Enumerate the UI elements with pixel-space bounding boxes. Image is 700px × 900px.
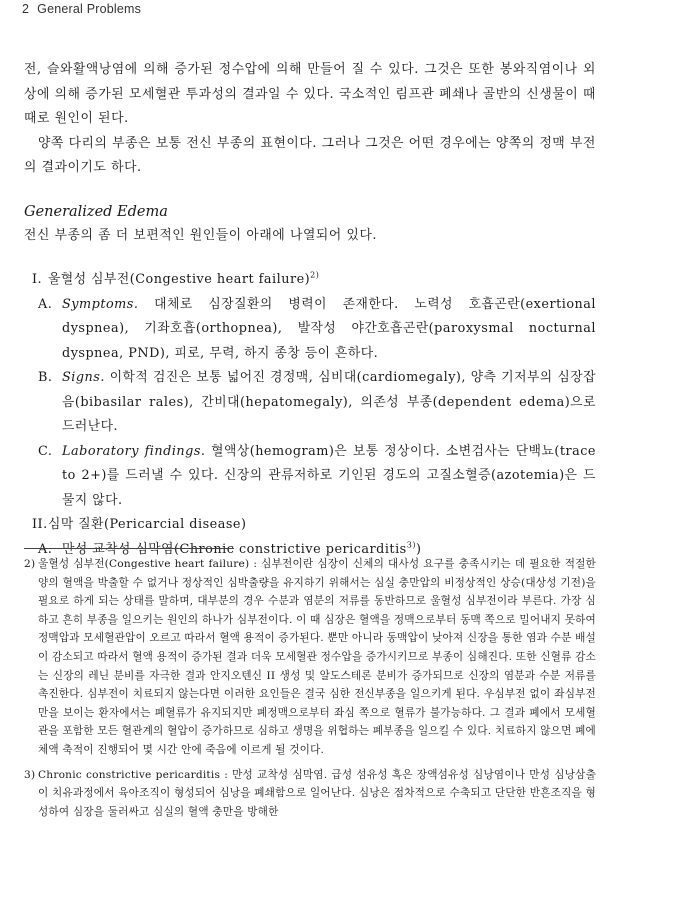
outline-label: Signs. (62, 370, 105, 385)
outline-number: I. (32, 272, 43, 287)
footnote-text: Chronic constrictive pericarditis : 만성 교착성 심막염. 급성 섬유성 혹은 장액섬유성 심낭염이나 만성 심낭삼출이 치유과정에서 육아조직이 형성되어 심낭을 폐쇄함으로 일어난다. 심낭은 점차적으로 수축되고 단단한 반흔조직을 형성하여 심장을 둘러싸고 심실의 혈액 충만을 방해한 (38, 768, 596, 818)
paragraph: 양쪽 다리의 부종은 보통 전신 부종의 표현이다. 그러나 그것은 어떤 경우에는 양쪽의 정맥 부전의 결과이기도 하다. (24, 135, 596, 175)
outline-text: 울혈성 심부전(Congestive heart failure) (48, 272, 311, 287)
outline-item-I (24, 268, 596, 293)
outline-text: 이학적 검진은 보통 넓어진 경정맥, 심비대(cardiomegaly), 양측 기저부의 심장잡음(bibasilar rales), 간비대(hepatomegaly), 의존성 부종(dependent edema)으로 드러난다. (62, 370, 596, 434)
section-intro: 전신 부종의 좀 더 보편적인 원인들이 아래에 나열되어 있다. (24, 227, 378, 243)
footnote-divider (24, 548, 234, 549)
outline-letter: A. (38, 296, 53, 312)
outline-letter: B. (38, 370, 53, 385)
footnote-ref: 3) (406, 540, 416, 550)
outline-item-II (24, 513, 596, 538)
footnote-text: 울혈성 심부전(Congestive heart failure) : 심부전이란 심장이 신체의 대사성 요구를 충족시키는 데 필요한 적절한 양의 혈액을 박출할 수 없거나 정상적인 심박출량을 유지하기 위해서는 심실 충만압의 비정상적인 상승(대상성 기전)을 필요로 하게 되는 상태를 말하며, 대부분의 경우 수분과 염분의 저류를 동반하므로 울혈성 심부전이라 부른다. 가장 심하고 흔히 부종을 일으키는 원인의 하나가 심부전이다. 이 때 심장은 혈액을 정맥으로부터 동맥 쪽으로 밀어내지 못하여 정맥압과 모세혈관압이 오르고 따라서 혈액 용적이 증가된다. 뿐만 아니라 동맥압이 낮아져 신장을 통한 염과 수분 배설이 감소되고 따라서 혈액 용적이 증가된 결과 더욱 모세혈관 정수압을 증가시키므로 부종이 심해진다. 또한 신혈류 감소는 신장의 레닌 분비를 자극한 결과 안지오텐신 II 생성 및 알도스테론 분비가 증가되므로 신장의 염분과 수분 저류를 촉진한다. 심부전이 치료되지 않는다면 이러한 요인들은 결국 심한 전신부종을 일으키게 된다. 우심부전 없이 좌심부전만을 보이는 환자에서는 폐혈류가 유지되지만 폐정맥으로부터 좌심 쪽으로 혈류가 불가능하다. 그 결과 폐에서 모세혈관을 포함한 모든 혈관계의 혈압이 증가하므로 심하고 생명을 위협하는 폐부종을 일으킬 수 있다. 치료하지 않으면 폐에 체액 축적이 진행되어 몇 시간 안에 죽음에 이르게 될 것이다. (38, 558, 596, 756)
footnote-3 (24, 766, 596, 822)
running-title: General Problems (37, 2, 142, 16)
outline-item-I-B (24, 366, 596, 440)
running-head (22, 2, 141, 16)
outline-close: ) (415, 541, 422, 557)
outline-text: 심막 질환(Pericarcial disease) (48, 517, 247, 532)
outline-letter: C. (38, 443, 53, 459)
outline-letter: A. (38, 541, 53, 557)
footnote-ref: 2) (310, 270, 320, 280)
section-title: Generalized Edema (24, 203, 168, 220)
outline-number: II. (32, 517, 48, 532)
outline-item-I-A (24, 293, 596, 367)
outline-list (24, 268, 596, 562)
outline-item-I-C (24, 440, 596, 514)
footnotes (24, 548, 596, 827)
page-number: 2 (22, 2, 30, 16)
outline-text: 만성 교착성 심막염(Chronic constrictive pericarditis (62, 541, 407, 557)
paragraph: 전, 슬와활액낭염에 의해 증가된 정수압에 의해 만들어 질 수 있다. 그것은 또한 봉와직염이나 외상에 의해 증가된 모세혈관 투과성의 결과일 수 있다. 국소적인 림프관 폐쇄나 골반의 신생물이 때때로 원인이 된다. (24, 62, 596, 126)
footnote-number: 3) (24, 768, 36, 781)
outline-text: 대체로 심장질환의 병력이 존재한다. 노력성 호흡곤란(exertional dyspnea), 기좌호흡(orthopnea), 발작성 야간호흡곤란(paroxysmal nocturnal dyspnea, PND), 피로, 무력, 하지 종창 등이 흔하다. (62, 296, 596, 361)
outline-label: Symptoms. (62, 296, 139, 312)
footnote-2 (24, 555, 596, 760)
outline-label: Laboratory findings. (62, 443, 206, 459)
main-content (24, 58, 596, 562)
outline-text: 혈액상(hemogram)은 보통 정상이다. 소변검사는 단백뇨(trace to 2+)를 드러낼 수 있다. 신장의 관류저하로 기인된 경도의 고질소혈증(azotemia)은 드물지 않다. (62, 443, 596, 508)
footnote-number: 2) (24, 558, 36, 570)
